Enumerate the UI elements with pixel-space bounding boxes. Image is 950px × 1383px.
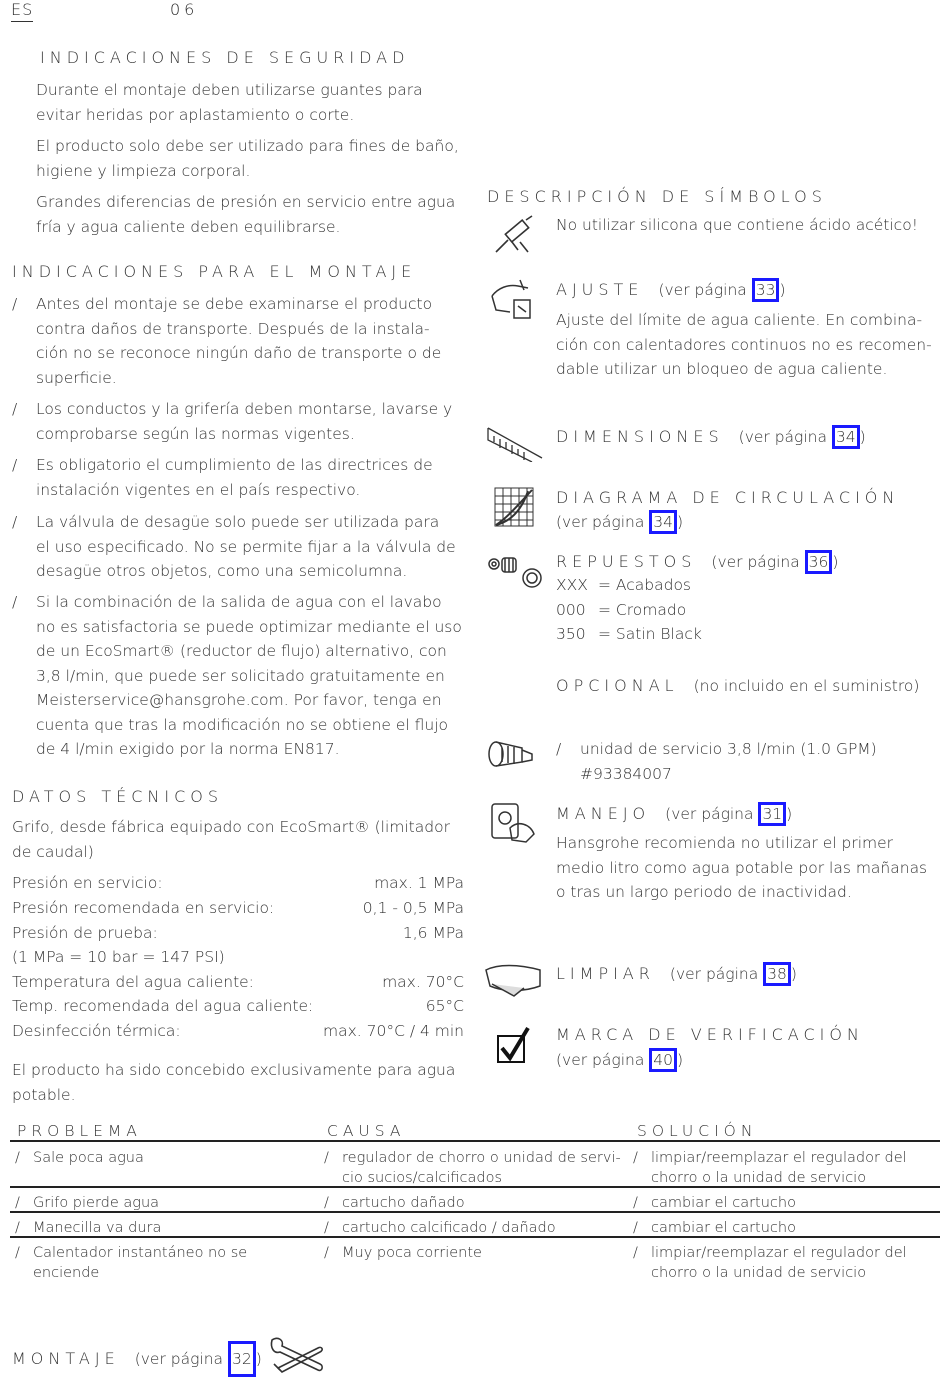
manejo-heading: MANEJO (ver página 31 ) <box>556 802 792 826</box>
hand-adjust-icon <box>488 276 538 322</box>
service-unit-icon <box>486 738 536 776</box>
ajuste-text: Ajuste del límite de agua caliente. En combina- ción con calentadores continuos no es recomen- dable utilizar un bloqueo de agua caliente. <box>556 311 932 378</box>
table-divider <box>10 1140 940 1142</box>
opcional-item: / unidad de servicio 3,8 l/min (1.0 GPM) #93384007 <box>556 740 877 783</box>
tech-row: (1 MPa = 10 bar = 147 PSI) <box>12 948 225 966</box>
safety-paragraph-2: El producto solo debe ser utilizado para fines de baño, higiene y limpieza corporal. <box>36 137 459 180</box>
table-header-solution: SOLUCIÓN <box>637 1122 758 1140</box>
page-ref[interactable]: 32 <box>228 1341 256 1377</box>
mounting-item: / Es obligatorio el cumplimiento de las directrices de instalación vigentes en el país respectivo. <box>12 456 433 499</box>
hand-operation-icon <box>488 800 538 844</box>
mounting-title: INDICACIONES PARA EL MONTAJE <box>12 262 417 281</box>
opcional-heading: OPCIONAL (no incluido en el suministro) <box>556 676 920 695</box>
tech-row: Presión en servicio: max. 1 MPa <box>12 874 464 892</box>
ruler-icon <box>486 424 544 462</box>
page-ref[interactable]: 40 <box>649 1048 677 1072</box>
diagrama-heading: DIAGRAMA DE CIRCULACIÓN <box>556 488 900 507</box>
diagrama-ref: (ver página 34 ) <box>556 510 683 535</box>
tech-outro: El producto ha sido concebido exclusivamente para agua potable. <box>12 1061 456 1104</box>
page-number: 06 <box>170 0 199 19</box>
spare-parts-icon <box>486 552 544 590</box>
tech-row: Presión de prueba: 1,6 MPa <box>12 924 464 942</box>
limpiar-heading: LIMPIAR (ver página 38 ) <box>556 962 797 986</box>
mounting-item: / Si la combinación de la salida de agua con el lavabo no es satisfactoria se puede optimizar mediante el uso de un EcoSmart® (reductor de flujo) alternativo, con 3,8 l/min, que puede ser solicitado gratuitamente en Meisterservice@hansgrohe.com. Por favor, tenga en cuenta que tras la modificación no se obtiene el flujo de 4 l/min exigido por la norma EN817. <box>12 593 462 758</box>
table-header-problem: PROBLEMA <box>17 1122 142 1140</box>
silicone-warning: No utilizar silicona que contiene ácido acético! <box>556 216 918 234</box>
tools-icon <box>268 1334 326 1374</box>
page-ref[interactable]: 33 <box>752 278 780 302</box>
page-ref[interactable]: 36 <box>805 550 833 574</box>
safety-paragraph-1: Durante el montaje deben utilizarse guantes para evitar heridas por aplastamiento o corte. <box>36 81 423 124</box>
dimensiones-heading: DIMENSIONES (ver página 34 ) <box>556 425 866 449</box>
mounting-item: / La válvula de desagüe solo puede ser utilizada para el uso especificado. No se permite fijar a la válvula de desagüe otros objetos, como una semicolumna. <box>12 513 456 580</box>
cleaning-hand-icon <box>484 962 544 1000</box>
language-code: ES <box>11 0 33 22</box>
repuestos-codes: XXX = Acabados 000 = Cromado 350 = Satin Black <box>556 576 702 643</box>
checkmark-icon <box>496 1026 532 1066</box>
repuestos-heading: REPUESTOS (ver página 36 ) <box>556 550 838 574</box>
page-ref[interactable]: 31 <box>758 802 786 826</box>
marca-ref: (ver página 40 ) <box>556 1048 683 1073</box>
page-ref[interactable]: 38 <box>763 962 791 986</box>
silicone-gun-icon <box>490 212 536 258</box>
table-divider <box>10 1186 940 1188</box>
safety-title: INDICACIONES DE SEGURIDAD <box>40 48 410 67</box>
ajuste-heading: AJUSTE (ver página 33 ) <box>556 278 786 302</box>
tech-row: Temperatura del agua caliente: max. 70°C <box>12 973 464 991</box>
manejo-text: Hansgrohe recomienda no utilizar el primer medio litro como agua potable por las mañanas o tras un largo periodo de inactividad. <box>556 834 928 901</box>
tech-intro: Grifo, desde fábrica equipado con EcoSmart® (limitador de caudal) <box>12 818 450 861</box>
table-divider <box>10 1211 940 1213</box>
mounting-item: / Los conductos y la grifería deben montarse, lavarse y comprobarse según las normas vigentes. <box>12 400 453 443</box>
tech-row: Temp. recomendada del agua caliente: 65°C <box>12 997 464 1015</box>
tech-row: Presión recomendada en servicio: 0,1 - 0,5 MPa <box>12 899 464 917</box>
safety-paragraph-3: Grandes diferencias de presión en servicio entre agua fría y agua caliente deben equilibrarse. <box>36 193 456 236</box>
symbols-title: DESCRIPCIÓN DE SÍMBOLOS <box>487 187 827 206</box>
montaje-heading: MONTAJE (ver página 32 ) <box>12 1341 262 1377</box>
page-ref[interactable]: 34 <box>649 510 677 534</box>
tech-row: Desinfección térmica: max. 70°C / 4 min <box>12 1022 464 1040</box>
table-divider <box>10 1236 940 1238</box>
marca-heading: MARCA DE VERIFICACIÓN <box>556 1025 864 1044</box>
table-header-cause: CAUSA <box>327 1122 406 1140</box>
tech-title: DATOS TÉCNICOS <box>12 787 224 806</box>
mounting-item: / Antes del montaje se debe examinarse el producto contra daños de transporte. Después de la instala- ción no se reconoce ningún daño de transporte o de superficie. <box>12 295 442 387</box>
page-ref[interactable]: 34 <box>832 425 860 449</box>
flow-diagram-icon <box>494 487 534 527</box>
